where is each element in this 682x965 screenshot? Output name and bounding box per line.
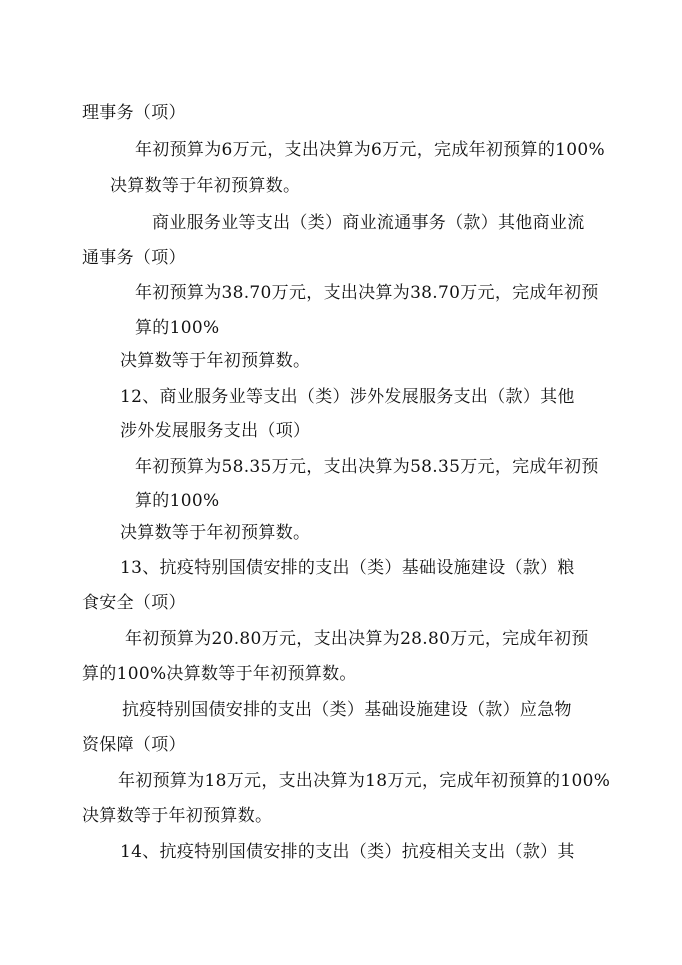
text-line: 年初预算为20.80万元，支出决算为28.80万元，完成年初预: [125, 629, 589, 649]
text-line: 年初预算为58.35万元，支出决算为58.35万元，完成年初预: [135, 457, 599, 477]
text-line: 算的100%: [135, 318, 220, 338]
text-line: 资保障（项）: [82, 735, 186, 755]
text-line: 14、抗疫特别国债安排的支出（类）抗疫相关支出（款）其: [120, 842, 575, 862]
text-line: 理事务（项）: [82, 103, 186, 123]
text-line: 年初预算为6万元，支出决算为6万元，完成年初预算的100%: [135, 140, 605, 160]
text-line: 抗疫特别国债安排的支出（类）基础设施建设（款）应急物: [122, 700, 572, 720]
text-line: 决算数等于年初预算数。: [110, 176, 301, 196]
text-line: 决算数等于年初预算数。: [120, 523, 311, 543]
text-line: 决算数等于年初预算数。: [82, 806, 273, 826]
text-line: 12、商业服务业等支出（类）涉外发展服务支出（款）其他: [120, 387, 575, 407]
text-line: 年初预算为38.70万元，支出决算为38.70万元，完成年初预: [135, 283, 599, 303]
text-line: 算的100%: [135, 491, 220, 511]
text-line: 13、抗疫特别国债安排的支出（类）基础设施建设（款）粮: [120, 558, 575, 578]
text-line: 商业服务业等支出（类）商业流通事务（款）其他商业流: [152, 213, 585, 233]
text-line: 年初预算为18万元，支出决算为18万元，完成年初预算的100%: [118, 771, 611, 791]
text-line: 涉外发展服务支出（项）: [120, 421, 311, 441]
text-line: 通事务（项）: [82, 248, 186, 268]
text-line: 决算数等于年初预算数。: [120, 351, 311, 371]
text-line: 算的100%决算数等于年初预算数。: [82, 664, 357, 684]
text-line: 食安全（项）: [82, 593, 186, 613]
